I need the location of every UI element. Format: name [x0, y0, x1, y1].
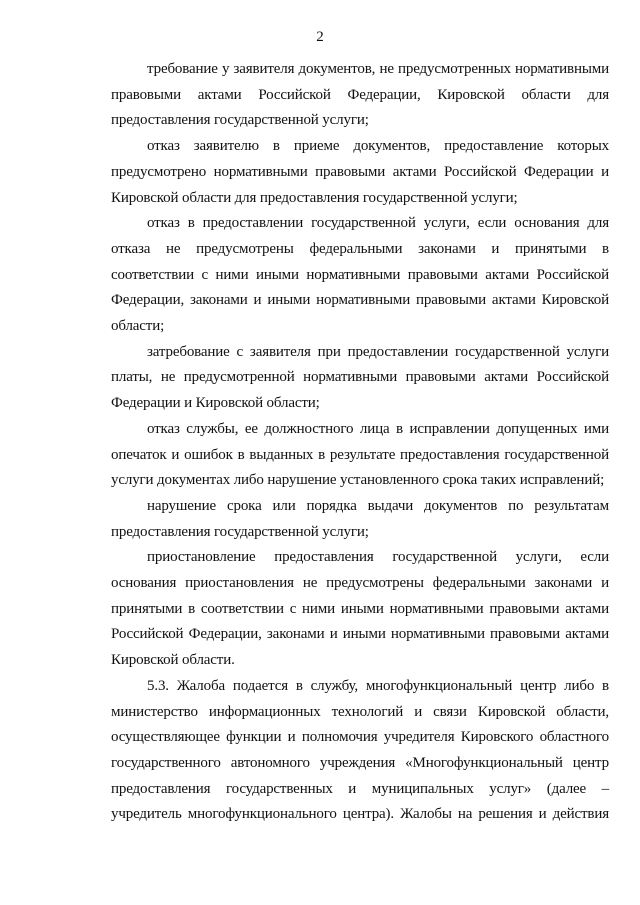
paragraph-requirement-documents: требование у заявителя документов, не предусмотренных нормативными правовыми актами Российской Федерации, Кировской области для предоставления государственной услуги;: [111, 61, 609, 129]
paragraph-deadline-violation: нарушение срока или порядка выдачи документов по результатам предоставления государственной услуги;: [111, 497, 609, 540]
paragraph-suspension: приостановление предоставления государственной услуги, если основания приостановления не предусмотрены федеральными законами и принятыми в соответствии с ними иными нормативными правовыми актами Российской Федерации, законами и иными нормативными правовыми актами Кировской области.: [111, 549, 609, 669]
paragraph-fee-demand: затребование с заявителя при предоставлении государственной услуги платы, не предусмотренной нормативными правовыми актами Российской Федерации и Кировской области;: [111, 343, 609, 412]
paragraph-refusal-acceptance: отказ заявителю в приеме документов, предоставление которых предусмотрено нормативными правовыми актами Российской Федерации и Кировской области для предоставления государственной услуги;: [111, 138, 609, 206]
document-body: [111, 57, 609, 828]
paragraph-complaint-filing: 5.3. Жалоба подается в службу, многофункциональный центр либо в министерство информационных технологий и связи Кировской области, осуществляющее функции и полномочия учредителя Кировского областного государственного автономного учреждения «Многофункциональный центр предоставления государственных и муниципальных услуг» (далее – учредитель многофункционального центра). Жалобы на решения и действия: [111, 677, 609, 823]
page-number: 2: [316, 29, 324, 45]
paragraph-refusal-service: отказ в предоставлении государственной услуги, если основания для отказа не предусмотрены федеральными законами и принятыми в соответствии с ними иными нормативными правовыми актами Российской Федерации, законами и иными нормативными правовыми актами Кировской области;: [111, 215, 609, 335]
paragraph-correction-refusal: отказ службы, ее должностного лица в исправлении допущенных ими опечаток и ошибок в выданных в результате предоставления государственной услуги документах либо нарушение установленного срока таких исправлений;: [111, 420, 609, 489]
